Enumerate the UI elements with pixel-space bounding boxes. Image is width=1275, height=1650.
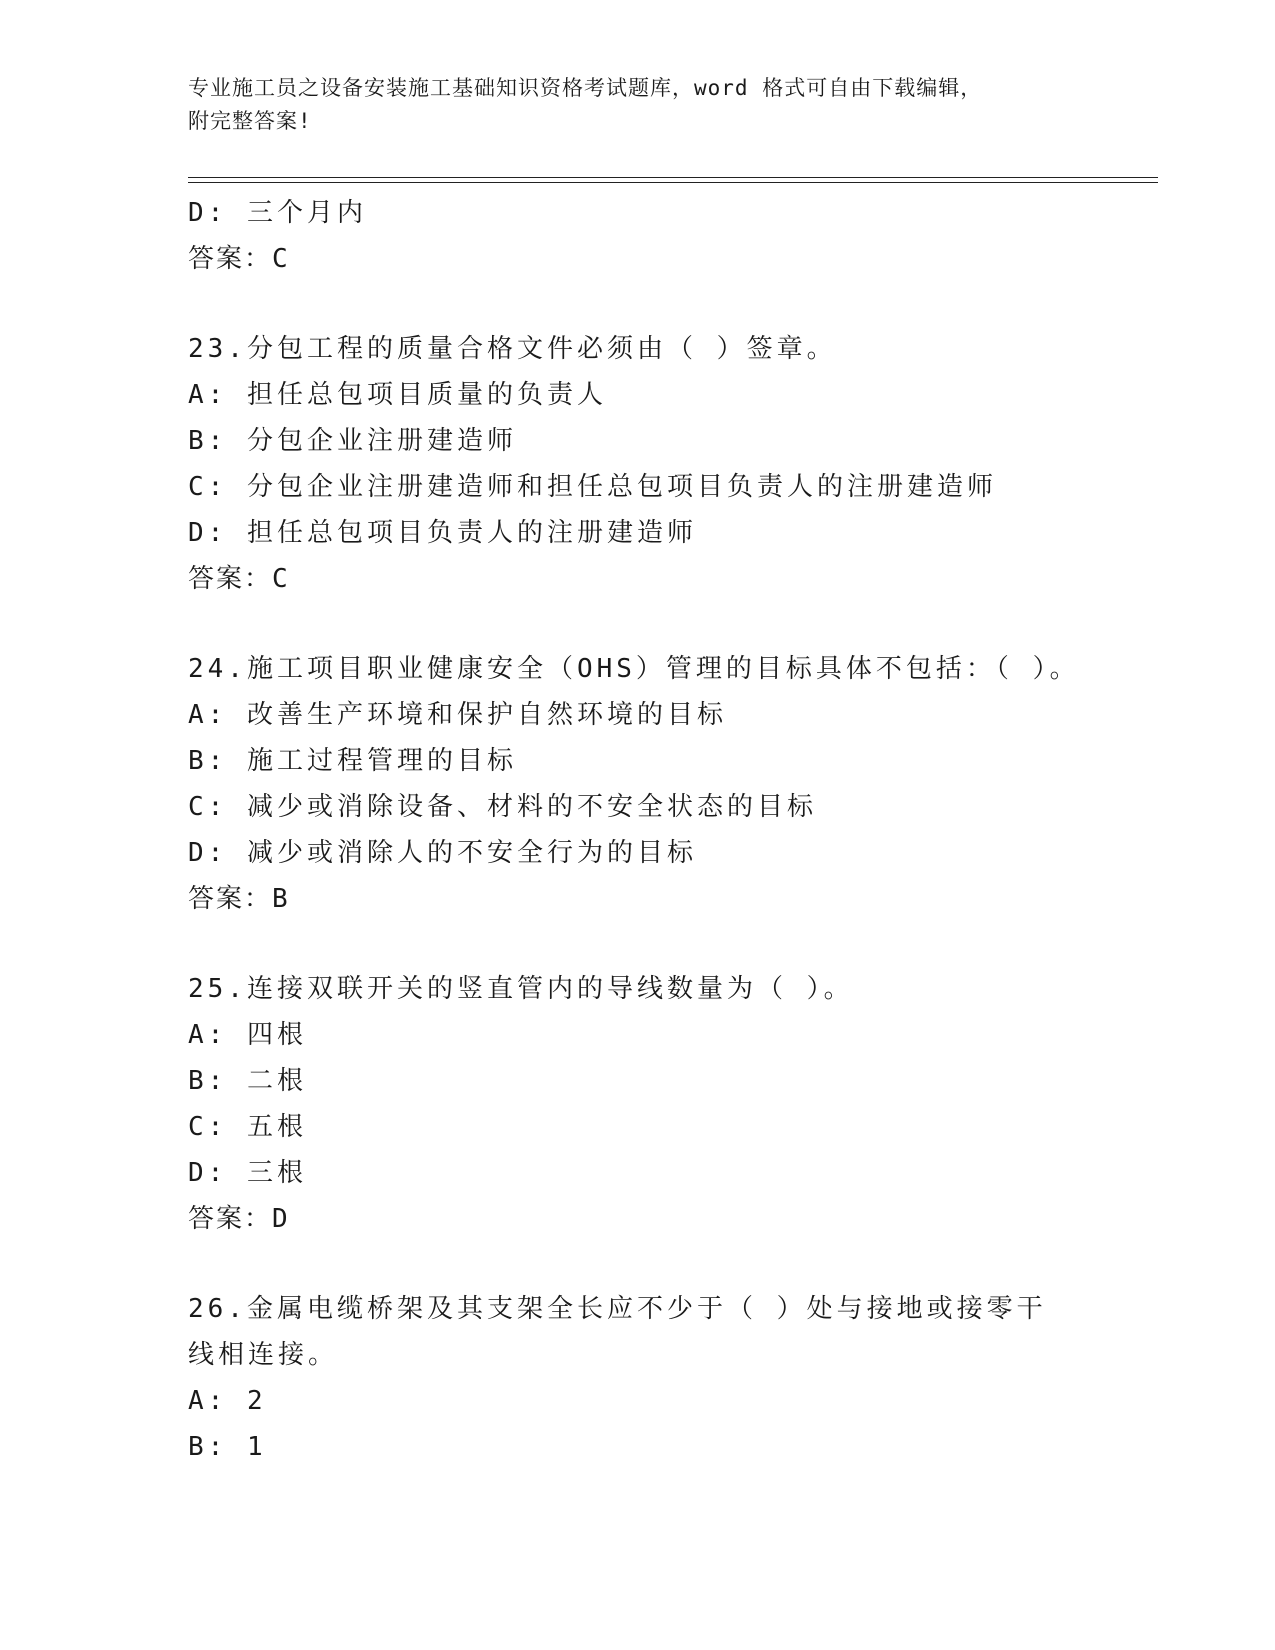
answer: 答案：B (188, 884, 290, 914)
question-25 (188, 966, 1158, 1242)
answer: 答案：D (188, 1204, 290, 1234)
option-a: A: 担任总包项目质量的负责人 (188, 380, 607, 410)
question-23 (188, 326, 1158, 602)
header-divider-top (188, 177, 1158, 178)
header-divider-bottom (188, 182, 1158, 183)
option-b: B: 1 (188, 1432, 267, 1462)
option-d: D: 减少或消除人的不安全行为的目标 (188, 838, 697, 868)
header-line-1: 专业施工员之设备安装施工基础知识资格考试题库，word 格式可自由下载编辑， (188, 76, 983, 100)
question-stem: 25.连接双联开关的竖直管内的导线数量为（ ）。 (188, 974, 854, 1004)
option-a: A: 四根 (188, 1020, 307, 1050)
question-26 (188, 1286, 1158, 1470)
question-24 (188, 646, 1158, 922)
question-list (188, 190, 1158, 1470)
option-c: C: 五根 (188, 1112, 307, 1142)
question-stem: 26.金属电缆桥架及其支架全长应不少于（ ）处与接地或接零干线相连接。 (188, 1294, 1047, 1370)
document-header (188, 72, 1088, 138)
prev-answer: 答案：C (188, 244, 290, 274)
option-d: D: 担任总包项目负责人的注册建造师 (188, 518, 697, 548)
header-line-2: 附完整答案! (188, 109, 312, 133)
option-b: B: 施工过程管理的目标 (188, 746, 517, 776)
option-a: A: 2 (188, 1386, 267, 1416)
option-a: A: 改善生产环境和保护自然环境的目标 (188, 700, 727, 730)
option-b: B: 分包企业注册建造师 (188, 426, 517, 456)
option-d: D: 三根 (188, 1158, 307, 1188)
question-stem: 24.施工项目职业健康安全（OHS）管理的目标具体不包括：（ ）。 (188, 654, 1080, 684)
answer: 答案：C (188, 564, 290, 594)
option-c: C: 分包企业注册建造师和担任总包项目负责人的注册建造师 (188, 472, 997, 502)
question-stem: 23.分包工程的质量合格文件必须由（ ）签章。 (188, 334, 837, 364)
prev-option-d: D: 三个月内 (188, 198, 367, 228)
option-c: C: 减少或消除设备、材料的不安全状态的目标 (188, 792, 817, 822)
option-b: B: 二根 (188, 1066, 307, 1096)
